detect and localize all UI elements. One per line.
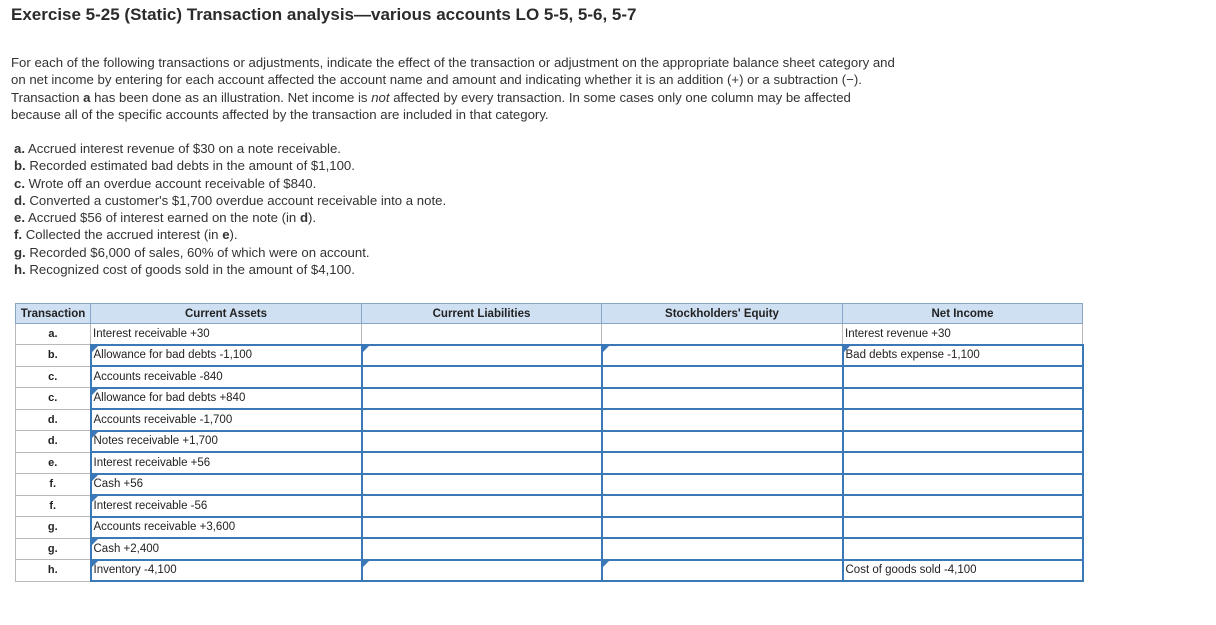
header-current-liabilities: Current Liabilities [362, 304, 602, 324]
transaction-list [14, 140, 446, 278]
current-assets-input[interactable] [91, 495, 362, 517]
cell-value: Accounts receivable -1,700 [93, 413, 233, 426]
item-text: Recognized cost of goods sold in the amount of $4,100. [29, 262, 355, 278]
list-item [14, 140, 446, 157]
current-assets-input[interactable] [91, 538, 362, 560]
stockholders-equity-input[interactable] [602, 452, 843, 474]
current-liabilities-input[interactable] [362, 388, 602, 410]
cell-value: Accounts receivable +3,600 [93, 521, 236, 534]
item-letter: a. [14, 141, 25, 156]
stockholders-equity-input[interactable] [602, 409, 843, 431]
item-letter: d. [14, 192, 26, 208]
stockholders-equity-input[interactable] [602, 495, 843, 517]
input-marker-icon [363, 346, 369, 352]
instructions-text-2: has been done as an illustration. Net income is [90, 89, 372, 105]
current-assets-input[interactable] [91, 452, 362, 474]
list-item [14, 261, 446, 278]
current-liabilities-input[interactable] [362, 409, 602, 431]
current-liabilities-input[interactable] [362, 495, 602, 517]
current-liabilities-cell [362, 324, 602, 345]
current-assets-input[interactable] [91, 388, 362, 410]
item-text: Collected the accrued interest (in [25, 227, 223, 243]
item-text: Accrued $56 of interest earned on the note (in [27, 210, 300, 226]
net-income-input[interactable] [843, 495, 1083, 517]
cell-value: Notes receivable +1,700 [93, 435, 218, 448]
table-row [16, 474, 1083, 496]
list-item [14, 192, 446, 209]
current-assets-input[interactable] [91, 345, 362, 367]
transaction-label: e. [16, 452, 91, 474]
current-assets-input[interactable] [91, 560, 362, 582]
item-letter: g. [14, 244, 26, 260]
item-letter: e. [14, 210, 25, 226]
input-marker-icon [92, 475, 98, 481]
transaction-label: g. [16, 517, 91, 539]
input-marker-icon [844, 346, 850, 352]
input-marker-icon [92, 561, 98, 567]
transaction-label: d. [16, 431, 91, 453]
table-row [16, 431, 1083, 453]
cell-value: Cash +56 [93, 478, 144, 491]
item-tail: ). [308, 210, 317, 226]
transaction-label: d. [16, 409, 91, 431]
net-income-input[interactable] [843, 474, 1083, 496]
cell-value: Accounts receivable -840 [93, 370, 223, 383]
stockholders-equity-input[interactable] [602, 431, 843, 453]
stockholders-equity-cell [602, 324, 843, 345]
list-item [14, 209, 446, 226]
item-letter: c. [14, 175, 25, 191]
current-liabilities-input[interactable] [362, 366, 602, 388]
instructions-bold-a: a [83, 89, 91, 105]
header-transaction: Transaction [16, 304, 91, 324]
table-row [16, 324, 1083, 345]
item-text: Converted a customer's $1,700 overdue account receivable into a note. [29, 192, 447, 208]
table-header-row [16, 304, 1083, 324]
list-item [14, 175, 446, 192]
page-title: Exercise 5-25 (Static) Transaction analysis—various accounts LO 5-5, 5-6, 5-7 [11, 5, 637, 24]
item-text: Wrote off an overdue account receivable of $840. [28, 175, 317, 191]
net-income-input[interactable] [843, 388, 1083, 410]
input-marker-icon [603, 346, 609, 352]
net-income-input[interactable] [843, 538, 1083, 560]
cell-value: Inventory -4,100 [93, 564, 177, 577]
net-income-input[interactable] [843, 431, 1083, 453]
current-liabilities-input[interactable] [362, 560, 602, 582]
cell-value: Interest receivable -56 [93, 499, 208, 512]
item-text: Recorded $6,000 of sales, 60% of which were on account. [29, 244, 370, 260]
input-marker-icon [92, 496, 98, 502]
table-row [16, 409, 1083, 431]
table-row [16, 452, 1083, 474]
table-row [16, 345, 1083, 367]
cell-value: Allowance for bad debts -1,100 [93, 349, 253, 362]
instructions-emphasis: not [371, 89, 390, 105]
net-income-input[interactable] [843, 345, 1083, 367]
item-ref: e [222, 227, 230, 243]
net-income-input[interactable] [843, 452, 1083, 474]
stockholders-equity-input[interactable] [602, 538, 843, 560]
net-income-input[interactable] [843, 517, 1083, 539]
current-liabilities-input[interactable] [362, 431, 602, 453]
cell-value: Interest receivable +56 [93, 456, 211, 469]
list-item [14, 157, 446, 174]
transaction-label: g. [16, 538, 91, 560]
current-assets-input[interactable] [91, 431, 362, 453]
item-text: Recorded estimated bad debts in the amount of $1,100. [29, 158, 355, 174]
transaction-label: a. [16, 324, 91, 345]
stockholders-equity-input[interactable] [602, 517, 843, 539]
cell-value: Bad debts expense -1,100 [845, 349, 980, 362]
header-current-assets: Current Assets [91, 304, 362, 324]
answer-table [15, 303, 1084, 582]
current-liabilities-input[interactable] [362, 345, 602, 367]
current-liabilities-input[interactable] [362, 474, 602, 496]
net-income-input[interactable] [843, 366, 1083, 388]
net-income-cell: Interest revenue +30 [843, 324, 1083, 345]
table-row [16, 388, 1083, 410]
instructions-text-3: affected by every transaction. In some cases only one column may be affected because all of the specific accounts affected by the transaction are included in that category. [11, 89, 851, 122]
transaction-label: c. [16, 366, 91, 388]
current-assets-input[interactable] [91, 366, 362, 388]
instructions-text-1: For each of the following transactions or adjustments, indicate the effect of the transaction or adjustment on the appropriate balance sheet category and on net income by entering for each account affected the account name and amount and indicating whether it is an addition (+) or a subtraction (−). Transaction [11, 55, 895, 105]
item-ref: d [299, 210, 308, 226]
cell-value: Cost of goods sold -4,100 [845, 564, 977, 577]
transaction-label: c. [16, 388, 91, 410]
header-stockholders-equity: Stockholders' Equity [602, 304, 843, 324]
input-marker-icon [92, 539, 98, 545]
current-assets-input[interactable] [91, 517, 362, 539]
input-marker-icon [603, 561, 609, 567]
item-letter: f. [14, 227, 23, 243]
cell-value: Cash +2,400 [93, 542, 160, 555]
input-marker-icon [92, 389, 98, 395]
item-text: Accrued interest revenue of $30 on a note receivable. [27, 141, 341, 156]
current-liabilities-input[interactable] [362, 452, 602, 474]
instructions [11, 54, 901, 123]
stockholders-equity-input[interactable] [602, 366, 843, 388]
stockholders-equity-input[interactable] [602, 474, 843, 496]
transaction-label: h. [16, 560, 91, 582]
item-tail: ). [229, 227, 238, 243]
item-letter: b. [14, 158, 26, 174]
list-item [14, 226, 446, 243]
transaction-label: b. [16, 345, 91, 367]
table-row [16, 517, 1083, 539]
cell-value: Allowance for bad debts +840 [93, 392, 246, 405]
stockholders-equity-input[interactable] [602, 388, 843, 410]
stockholders-equity-input[interactable] [602, 560, 843, 582]
input-marker-icon [363, 561, 369, 567]
transaction-label: f. [16, 474, 91, 496]
net-income-input[interactable] [843, 560, 1083, 582]
header-net-income: Net Income [843, 304, 1083, 324]
input-marker-icon [92, 432, 98, 438]
input-marker-icon [92, 346, 98, 352]
table-row [16, 495, 1083, 517]
list-item [14, 244, 446, 261]
current-assets-cell: Interest receivable +30 [91, 324, 362, 345]
item-letter: h. [14, 262, 26, 278]
net-income-input[interactable] [843, 409, 1083, 431]
table-row [16, 538, 1083, 560]
current-assets-input[interactable] [91, 474, 362, 496]
transaction-label: f. [16, 495, 91, 517]
current-assets-input[interactable] [91, 409, 362, 431]
stockholders-equity-input[interactable] [602, 345, 843, 367]
table-row [16, 560, 1083, 582]
current-liabilities-input[interactable] [362, 517, 602, 539]
table-row [16, 366, 1083, 388]
current-liabilities-input[interactable] [362, 538, 602, 560]
